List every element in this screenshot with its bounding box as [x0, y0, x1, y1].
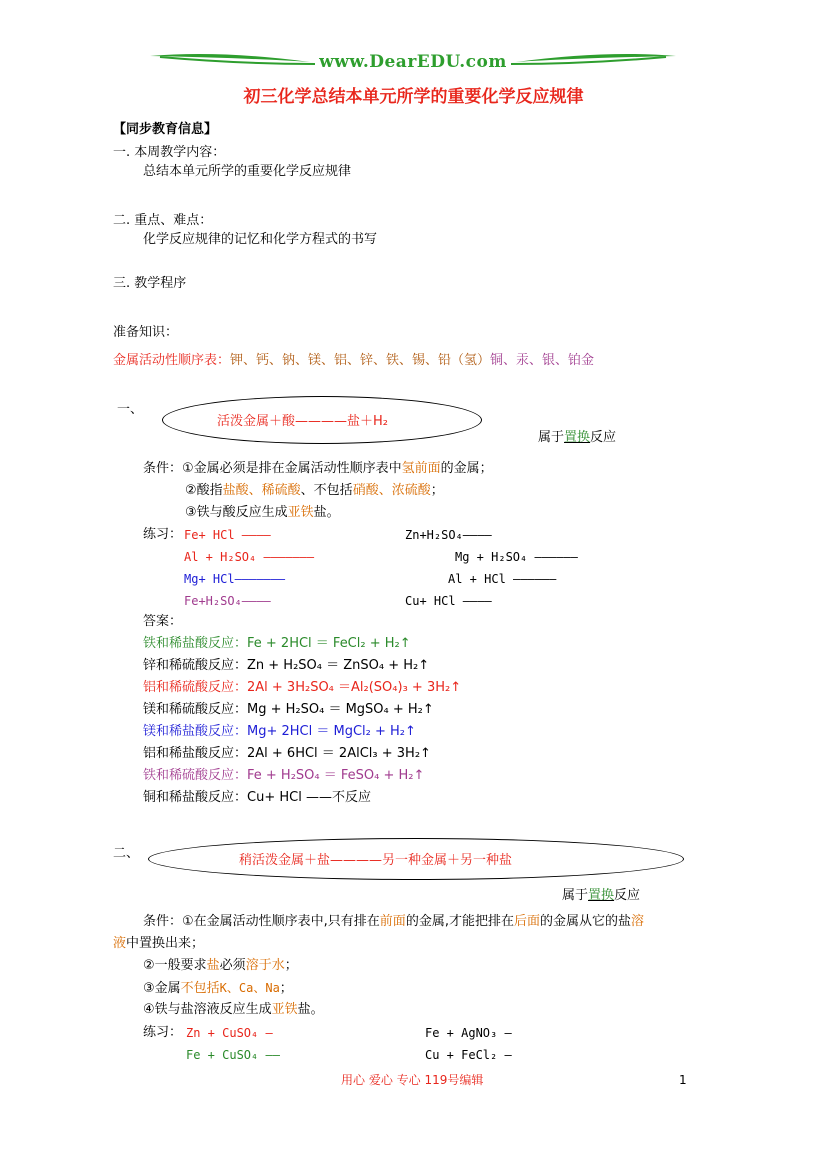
answer-label: 答案：	[143, 614, 183, 629]
answer-line: 铝和稀硫酸反应：2Al + 3H₂SO₄ ＝Al₂(SO₄)₃ + 3H₂↑	[143, 680, 462, 695]
rule1-type	[538, 429, 616, 447]
rule1-type-suffix: 反应	[590, 430, 617, 445]
rule1-cond-3c: 盐。	[313, 505, 340, 520]
rule1-cond-3b: 亚铁	[287, 505, 314, 520]
rule2-cond-3b: 不包括	[180, 981, 220, 996]
answer-line: 锌和稀硫酸反应：Zn + H₂SO₄ ＝ ZnSO₄ + H₂↑	[143, 658, 430, 673]
rule1-cond-1b: 氢前面	[401, 461, 441, 476]
info-heading: 【同步教育信息】	[113, 122, 218, 137]
practice-item: Fe+H₂SO₄————	[184, 594, 271, 608]
rule1-cond-3a: ③铁与酸反应生成	[185, 505, 288, 520]
page-title: 初三化学总结本单元所学的重要化学反应规律	[243, 87, 584, 107]
rule1-cond-1a: 条件：①金属必须是排在金属活动性顺序表中	[143, 461, 402, 476]
answer-line: 铁和稀硫酸反应：Fe + H₂SO₄ ＝ FeSO₄ + H₂↑	[143, 768, 425, 783]
rule2-cond-3a: ③金属	[143, 981, 181, 996]
page-number: 1	[679, 1073, 687, 1087]
section1-content: 总结本单元所学的重要化学反应规律	[143, 164, 352, 179]
section2-content: 化学反应规律的记忆和化学方程式的书写	[143, 232, 378, 247]
rule2-cond-2c: 必须	[219, 958, 246, 973]
rule2-cond-1b: 前面	[379, 914, 406, 929]
rule1-practice-label: 练习：	[143, 527, 183, 542]
rule1-number: 一、	[117, 402, 144, 417]
rule1-type-word: 置换	[564, 430, 591, 445]
rule1-cond-1c: 的金属；	[440, 461, 493, 476]
rule2-number: 二、	[113, 846, 140, 861]
rule2-type-prefix: 属于	[562, 888, 589, 903]
rule2-cond-4c: 盐。	[297, 1002, 324, 1017]
rule2-condition-3	[143, 979, 293, 998]
practice-item: Cu + FeCl₂ —	[425, 1048, 512, 1062]
rule2-cond-1h: 中置换出来；	[126, 936, 205, 951]
rule2-cond-2a: ②一般要求	[143, 958, 207, 973]
rule1-cond-2e: ；	[430, 483, 444, 498]
rule2-practice-label: 练习：	[143, 1025, 183, 1040]
rule2-cond-2e: ；	[284, 958, 298, 973]
rule2-condition-1	[143, 913, 644, 931]
practice-item: Fe + CuSO₄ ——	[186, 1048, 280, 1062]
practice-item: Mg + H₂SO₄ ——————	[455, 550, 578, 564]
activity-series-a: 钾、钙、钠、镁、铝、锌、铁、锡、铅（氢）	[230, 353, 491, 368]
rule2-condition-1-cont	[113, 935, 204, 953]
rule2-cond-4a: ④铁与盐溶液反应生成	[143, 1002, 272, 1017]
rule2-cond-1a: 条件：①在金属活动性顺序表中,只有排在	[143, 914, 380, 929]
activity-series-b: 铜、汞、银、铂金	[490, 353, 595, 368]
rule2-formula: 稍活泼金属＋盐————另一种金属＋另一种盐	[239, 853, 513, 868]
rule2-cond-2d: 溶于水	[245, 958, 285, 973]
site-logo[interactable]: www.DearEDU.com	[319, 52, 507, 72]
rule2-cond-1e: 的金属从它的盐	[539, 914, 631, 929]
activity-label: 金属活动性顺序表：	[113, 353, 231, 368]
section2-label: 二. 重点、难点：	[113, 213, 213, 228]
practice-item: Cu+ HCl ————	[405, 594, 492, 608]
rule2-cond-1f: 溶	[630, 914, 644, 929]
rule1-condition-1	[143, 460, 493, 478]
rule2-cond-3d: ；	[279, 981, 293, 996]
practice-item: Al + HCl ——————	[448, 572, 557, 586]
answer-line: 铝和稀盐酸反应：2Al + 6HCl ＝ 2AlCl₃ + 3H₂↑	[143, 746, 431, 761]
practice-item: Zn+H₂SO₄————	[405, 528, 492, 542]
answer-line: 镁和稀硫酸反应：Mg + H₂SO₄ ＝ MgSO₄ + H₂↑	[143, 702, 434, 717]
rule1-formula: 活泼金属＋酸————盐＋H₂	[217, 414, 388, 429]
rule2-cond-1g: 液	[113, 936, 127, 951]
practice-item: Fe + AgNO₃ —	[425, 1026, 512, 1040]
activity-series	[113, 352, 594, 370]
rule1-condition-2	[185, 482, 444, 500]
rule2-condition-4	[143, 1001, 324, 1019]
rule2-cond-1d: 后面	[513, 914, 540, 929]
rule1-type-prefix: 属于	[538, 430, 565, 445]
rule1-cond-2d: 硝酸、浓硫酸	[352, 483, 431, 498]
rule2-cond-4b: 亚铁	[271, 1002, 298, 1017]
practice-item: Zn + CuSO₄ —	[186, 1026, 273, 1040]
practice-item: Mg+ HCl———————	[184, 572, 286, 586]
rule2-type	[562, 887, 640, 905]
practice-item: Al + H₂SO₄ ———————	[184, 550, 315, 564]
answer-line: 镁和稀盐酸反应：Mg+ 2HCl ＝ MgCl₂ + H₂↑	[143, 724, 416, 739]
rule2-type-word: 置换	[588, 888, 615, 903]
answer-line: 铜和稀盐酸反应：Cu+ HCl ——不反应	[143, 790, 371, 805]
rule2-cond-1c: 的金属,才能把排在	[405, 914, 514, 929]
rule2-condition-2	[143, 957, 298, 975]
rule2-cond-2b: 盐	[206, 958, 220, 973]
rule2-oval	[148, 838, 684, 880]
section3-label: 三. 教学程序	[113, 276, 187, 291]
header-banner	[150, 48, 676, 80]
rule1-cond-2c: 、不包括	[300, 483, 353, 498]
rule1-oval	[162, 396, 482, 444]
rule1-condition-3	[185, 504, 340, 522]
rule1-cond-2a: ②酸指	[185, 483, 223, 498]
rule1-cond-2b: 盐酸、稀硫酸	[222, 483, 301, 498]
footer-text: 用心 爱心 专心 119号编辑	[341, 1073, 484, 1087]
practice-item: Fe+ HCl ————	[184, 528, 271, 542]
prep-label: 准备知识：	[113, 325, 179, 340]
rule2-type-suffix: 反应	[614, 888, 641, 903]
section1-label: 一. 本周教学内容：	[113, 145, 226, 160]
rule2-cond-3c: K、Ca、Na	[219, 981, 280, 995]
answer-line: 铁和稀盐酸反应：Fe + 2HCl ＝ FeCl₂ + H₂↑	[143, 636, 411, 651]
